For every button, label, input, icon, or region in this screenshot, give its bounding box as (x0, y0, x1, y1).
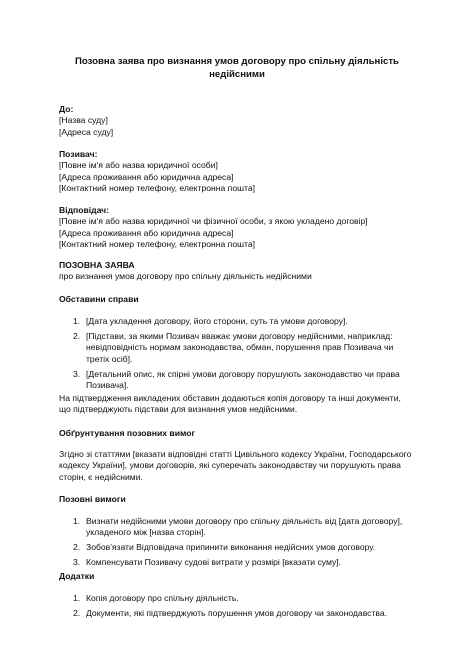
list-item: 1. Визнати недійсними умови договору про спільну діяльність від [дата договору], укладеного між [назва сторін]. (73, 516, 403, 538)
defendant-contact: [Контактний номер телефону, електронна пошта] (59, 239, 256, 250)
list-item: 3. [Детальний опис, як спірні умови договору порушують законодавство чи права Позивача]. (73, 368, 400, 391)
attachments-list-block (59, 593, 404, 623)
demands-list (59, 516, 404, 569)
recipient-block (59, 104, 419, 138)
list-item: 3. Компенсувати Позивачу судові витрати у розмірі [вказати суму]. (73, 557, 342, 568)
list-item: 1. [Дата укладення договору, його сторони, суть та умови договору]. (73, 316, 348, 326)
document-title: Позовна заява про визнання умов договору про спільну діяльність недійсними (75, 56, 399, 80)
plaintiff-address: [Адреса проживання або юридична адреса] (59, 171, 234, 182)
plaintiff-contact: [Контактний номер телефону, електронна пошта] (59, 183, 256, 194)
justification-text: Згідно зі статтями [вказати відповідні статті Цивільного кодексу України, Господарського кодексу України], умови договорів, які суперечать законодавству чи порушують права сторін, є недійсними. (59, 449, 412, 482)
attachments-heading: Додатки (59, 571, 95, 581)
defendant-block (59, 205, 419, 251)
defendant-name: [Повне ім'я або назва юридичної чи фізичної особи, з якою укладено договір] (59, 216, 368, 227)
attachments-list (59, 593, 404, 619)
circumstances-list (59, 316, 404, 391)
claim-heading: ПОЗОВНА ЗАЯВА (59, 260, 135, 270)
circumstances-note: На підтвердження викладених обставин додаються копія договору та інші документи, що підтверджують підстави для визнання умов недійсними. (59, 393, 401, 415)
list-item: 2. Зобов'язати Відповідача припинити виконання недійсних умов договору. (73, 542, 376, 553)
list-item: 2. Документи, які підтверджують порушення умов договору чи законодавства. (73, 607, 388, 618)
claim-block (59, 260, 419, 283)
demands-heading: Позовні вимоги (59, 494, 126, 504)
defendant-address: [Адреса проживання або юридична адреса] (59, 227, 234, 238)
demands-list-block (59, 516, 404, 572)
circumstances-list-block (59, 316, 404, 395)
claim-subtitle: про визнання умов договору про спільну діяльність недійсними (59, 271, 312, 282)
circumstances-heading: Обставини справи (59, 294, 139, 304)
plaintiff-heading: Позивач: (59, 149, 98, 159)
justification-heading-block (59, 428, 419, 439)
defendant-heading: Відповідач: (59, 205, 110, 215)
recipient-heading: До: (59, 104, 74, 114)
court-address: [Адреса суду] (59, 126, 114, 137)
plaintiff-block (59, 149, 419, 195)
list-item: 1. Копія договору про спільну діяльність. (73, 593, 239, 603)
list-item: 2. [Підстави, за якими Позивач вважає умови договору недійсними, наприклад: невідповідність нормам законодавства, обман, порушення прав Позивача чи третіх осіб]. (73, 330, 394, 364)
court-name: [Назва суду] (59, 115, 108, 126)
plaintiff-name: [Повне ім'я або назва юридичної особи] (59, 160, 218, 171)
demands-heading-block (59, 494, 419, 505)
attachments-heading-block (59, 571, 419, 582)
justification-heading: Обґрунтування позовних вимог (59, 428, 196, 438)
circumstances-heading-block (59, 294, 419, 305)
